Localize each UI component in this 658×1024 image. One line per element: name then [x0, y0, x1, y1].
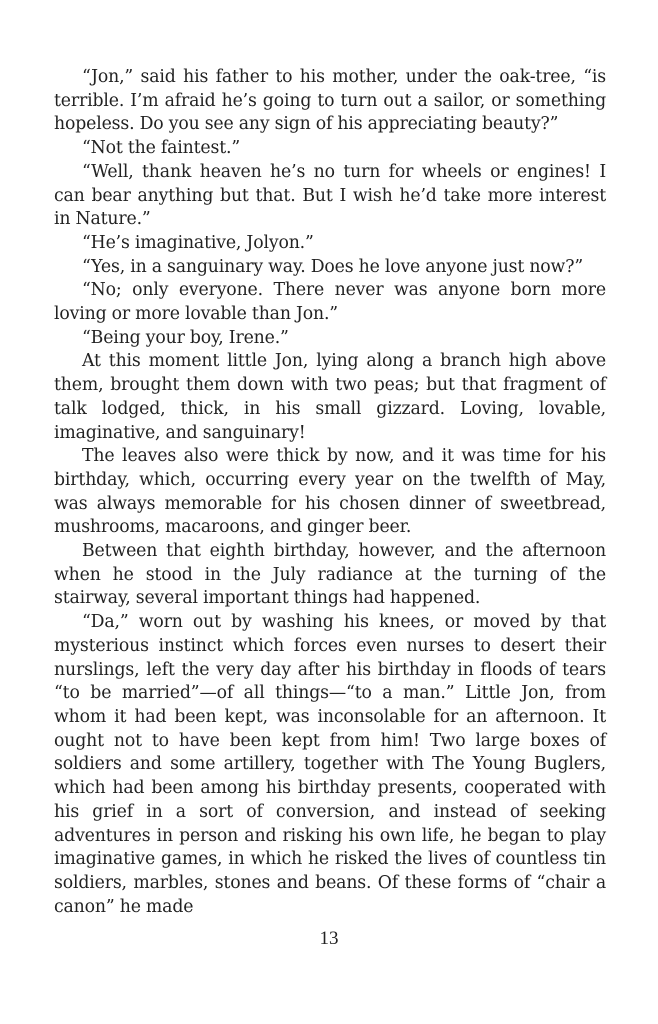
paragraph: “Not the faintest.”	[82, 138, 241, 159]
paragraph: The leaves also were thick by now, and it was time for his birthday, which, occurring every year on the twelfth of May, was always memorable for his chosen dinner of sweetbread, mushrooms, macaroons, and ginger beer.	[54, 446, 606, 538]
paragraph: “Jon,” said his father to his mother, under the oak-tree, “is terrible. I’m afraid he’s going to turn out a sailor, or something hopeless. Do you see any sign of his appreciating beauty?”	[54, 67, 606, 135]
page-body	[54, 66, 606, 919]
paragraph: Between that eighth birthday, however, and the afternoon when he stood in the July radiance at the turning of the stairway, several important things had happened.	[54, 541, 606, 609]
paragraph: “Yes, in a sanguinary way. Does he love anyone just now?”	[82, 256, 584, 277]
paragraph: “Well, thank heaven he’s no turn for wheels or engines! I can bear anything but that. But I wish he’d take more interest in Nature.”	[54, 161, 606, 230]
page-number: 13	[319, 928, 339, 949]
paragraph: At this moment little Jon, lying along a branch high above them, brought them down with two peas; but that fragment of talk lodged, thick, in his small gizzard. Loving, lovable, imaginative, and sanguinary!	[54, 351, 606, 443]
paragraph: “Being your boy, Irene.”	[82, 327, 289, 348]
paragraph: “No; only everyone. There never was anyone born more loving or more lovable than Jon.”	[54, 280, 606, 325]
paragraph: “Da,” worn out by washing his knees, or moved by that mysterious instinct which forces even nurses to desert their nurslings, left the very day after his birthday in floods of tears “to be married”—of all things—“to a man.” Little Jon, from whom it had been kept, was inconsolable for an afternoon. It ought not to have been kept from him! Two large boxes of soldiers and some artillery, together with The Young Buglers, which had been among his birthday presents, cooperated with his grief in a sort of conversion, and instead of seeking adventures in person and risking his own life, he began to play imaginative games, in which he risked the lives of countless tin soldiers, marbles, stones and beans. Of these forms of “chair a canon” he made	[54, 612, 606, 917]
paragraph: “He’s imaginative, Jolyon.”	[82, 232, 314, 253]
